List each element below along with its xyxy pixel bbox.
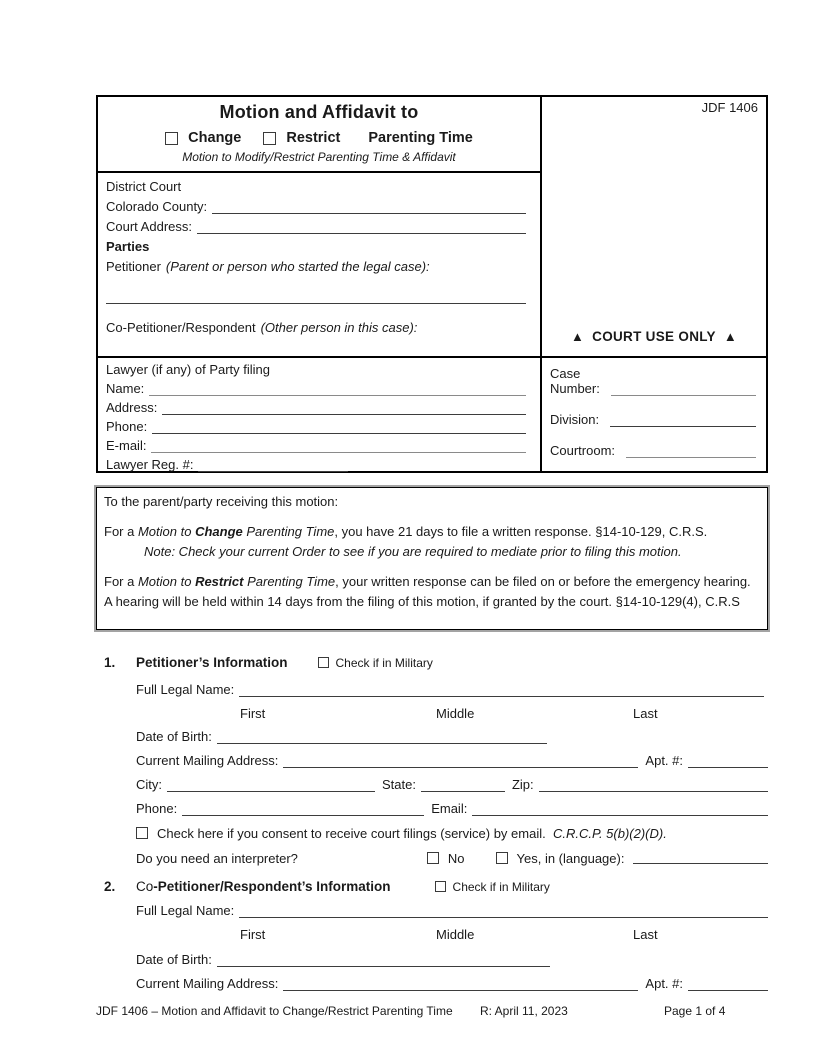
section-petitioner-info: [96, 655, 768, 875]
notice-intro: To the parent/party receiving this motion:: [104, 494, 339, 509]
petitioner-military-checkbox[interactable]: [318, 657, 329, 668]
petitioner-email-line[interactable]: [472, 803, 768, 816]
court-address-label: Court Address:: [106, 219, 192, 234]
lawyer-heading: Lawyer (if any) of Party filing: [106, 362, 271, 377]
lawyer-reg-line[interactable]: [198, 459, 348, 472]
parties-label: Parties: [106, 239, 150, 254]
petitioner-label: Petitioner: [106, 259, 161, 274]
full-legal-name-label: Full Legal Name:: [136, 682, 235, 697]
form-title: Motion and Affidavit to: [219, 102, 419, 122]
petitioner-name-line[interactable]: [106, 291, 526, 304]
lawyer-cell: [98, 358, 540, 471]
division-label: Division:: [550, 412, 600, 427]
notice-restrict-paragraph: For a Motion to Restrict Parenting Time, your written response can be filed on or before the emergency hearing. A hearing will be held within 14 days from the filing of this motion, if granted by the court. §14-10-129(4), C.R.S: [104, 573, 751, 610]
interpreter-no-label: No: [447, 850, 465, 866]
phone-label: Phone:: [136, 801, 178, 816]
co-petitioner-address-line[interactable]: [283, 978, 638, 991]
full-legal-name-label: Full Legal Name:: [136, 903, 235, 918]
notice-mediation-note: Note: Check your current Order to see if you are required to mediate prior to filing this motion.: [144, 544, 682, 560]
triangle-icon: ▲: [723, 329, 738, 344]
case-number-line[interactable]: [611, 383, 756, 396]
state-label: State:: [382, 777, 416, 792]
court-use-only-label: ▲ COURT USE ONLY ▲: [570, 329, 738, 344]
co-petitioner-label: Co-Petitioner/Respondent: [106, 320, 256, 335]
footer-revision-date: R: April 11, 2023: [480, 1004, 568, 1018]
colorado-county-label: Colorado County:: [106, 199, 208, 214]
co-petitioner-military-label: Check if in Military: [452, 879, 550, 894]
footer-page-number: Page 1 of 4: [664, 1004, 726, 1018]
lawyer-email-line[interactable]: [151, 440, 526, 453]
title-cell: [98, 97, 540, 173]
interpreter-yes-checkbox[interactable]: [496, 852, 508, 864]
court-use-cell: [540, 97, 766, 358]
petitioner-city-line[interactable]: [167, 779, 375, 792]
form-code: JDF 1406: [701, 100, 758, 115]
restrict-checkbox-label: Restrict: [286, 130, 341, 146]
mailing-address-label: Current Mailing Address:: [136, 753, 279, 768]
form-subtitle: Motion to Modify/Restrict Parenting Time & Affidavit: [182, 150, 456, 164]
dob-label: Date of Birth:: [136, 729, 212, 744]
lawyer-reg-label: Lawyer Reg. #:: [106, 457, 194, 472]
section-co-petitioner-info: [96, 879, 768, 1000]
interpreter-no-checkbox[interactable]: [427, 852, 439, 864]
name-column-headers: First Middle Last: [240, 927, 658, 942]
dob-label: Date of Birth:: [136, 952, 212, 967]
courtroom-line[interactable]: [626, 445, 756, 458]
petitioner-dob-line[interactable]: [217, 731, 547, 744]
section1-heading: Petitioner’s Information: [136, 655, 288, 670]
mailing-address-label: Current Mailing Address:: [136, 976, 279, 991]
lawyer-name-line[interactable]: [149, 383, 526, 396]
triangle-icon: ▲: [570, 329, 585, 344]
case-label: Case: [550, 366, 581, 381]
change-checkbox[interactable]: [165, 132, 178, 145]
lawyer-name-label: Name:: [106, 381, 145, 396]
petitioner-zip-line[interactable]: [539, 779, 768, 792]
court-caption-cell: [98, 173, 540, 358]
apt-label: Apt. #:: [645, 976, 683, 991]
colorado-county-line[interactable]: [212, 201, 526, 214]
division-line[interactable]: [610, 414, 756, 427]
interpreter-question: Do you need an interpreter?: [136, 850, 298, 866]
courtroom-label: Courtroom:: [550, 443, 616, 458]
lawyer-address-line[interactable]: [162, 402, 526, 415]
petitioner-full-name-line[interactable]: [239, 684, 764, 697]
zip-label: Zip:: [511, 777, 534, 792]
email-label: Email:: [431, 801, 468, 816]
co-petitioner-hint: (Other person in this case):: [260, 320, 418, 335]
caption-table: [96, 95, 768, 473]
change-checkbox-label: Change: [188, 130, 242, 146]
co-petitioner-apt-line[interactable]: [688, 978, 768, 991]
section2-heading: Co-Petitioner/Respondent’s Information: [136, 879, 391, 894]
interpreter-yes-label: Yes, in (language):: [516, 850, 625, 866]
petitioner-apt-line[interactable]: [688, 755, 768, 768]
petitioner-phone-line[interactable]: [182, 803, 424, 816]
section1-number: 1.: [104, 655, 116, 670]
petitioner-military-label: Check if in Military: [335, 655, 433, 670]
petitioner-state-line[interactable]: [421, 779, 505, 792]
co-petitioner-dob-line[interactable]: [217, 954, 550, 967]
notice-change-paragraph: For a Motion to Change Parenting Time, you have 21 days to file a written response. §14-10-129, C.R.S.: [104, 523, 708, 539]
case-info-cell: [540, 358, 766, 471]
petitioner-address-line[interactable]: [283, 755, 638, 768]
lawyer-phone-line[interactable]: [152, 421, 526, 434]
name-column-headers: First Middle Last: [240, 706, 658, 721]
apt-label: Apt. #:: [645, 753, 683, 768]
lawyer-email-label: E-mail:: [106, 438, 147, 453]
case-number-label: Number:: [550, 381, 600, 396]
title-suffix: Parenting Time: [368, 130, 473, 146]
lawyer-phone-label: Phone:: [106, 419, 148, 434]
notice-box: [96, 487, 768, 630]
restrict-checkbox[interactable]: [263, 132, 276, 145]
email-consent-checkbox[interactable]: [136, 827, 148, 839]
section2-number: 2.: [104, 879, 116, 894]
co-petitioner-full-name-line[interactable]: [239, 905, 768, 918]
district-court-label: District Court: [106, 179, 182, 194]
co-petitioner-military-checkbox[interactable]: [435, 881, 446, 892]
court-address-line[interactable]: [197, 221, 526, 234]
city-label: City:: [136, 777, 162, 792]
petitioner-hint: (Parent or person who started the legal case):: [165, 259, 430, 274]
lawyer-address-label: Address:: [106, 400, 158, 415]
footer-form-title: JDF 1406 – Motion and Affidavit to Change/Restrict Parenting Time: [96, 1004, 453, 1018]
email-consent-text: Check here if you consent to receive court filings (service) by email. C.R.C.P. 5(b)(2)(D).: [157, 825, 667, 841]
interpreter-language-line[interactable]: [633, 851, 768, 864]
